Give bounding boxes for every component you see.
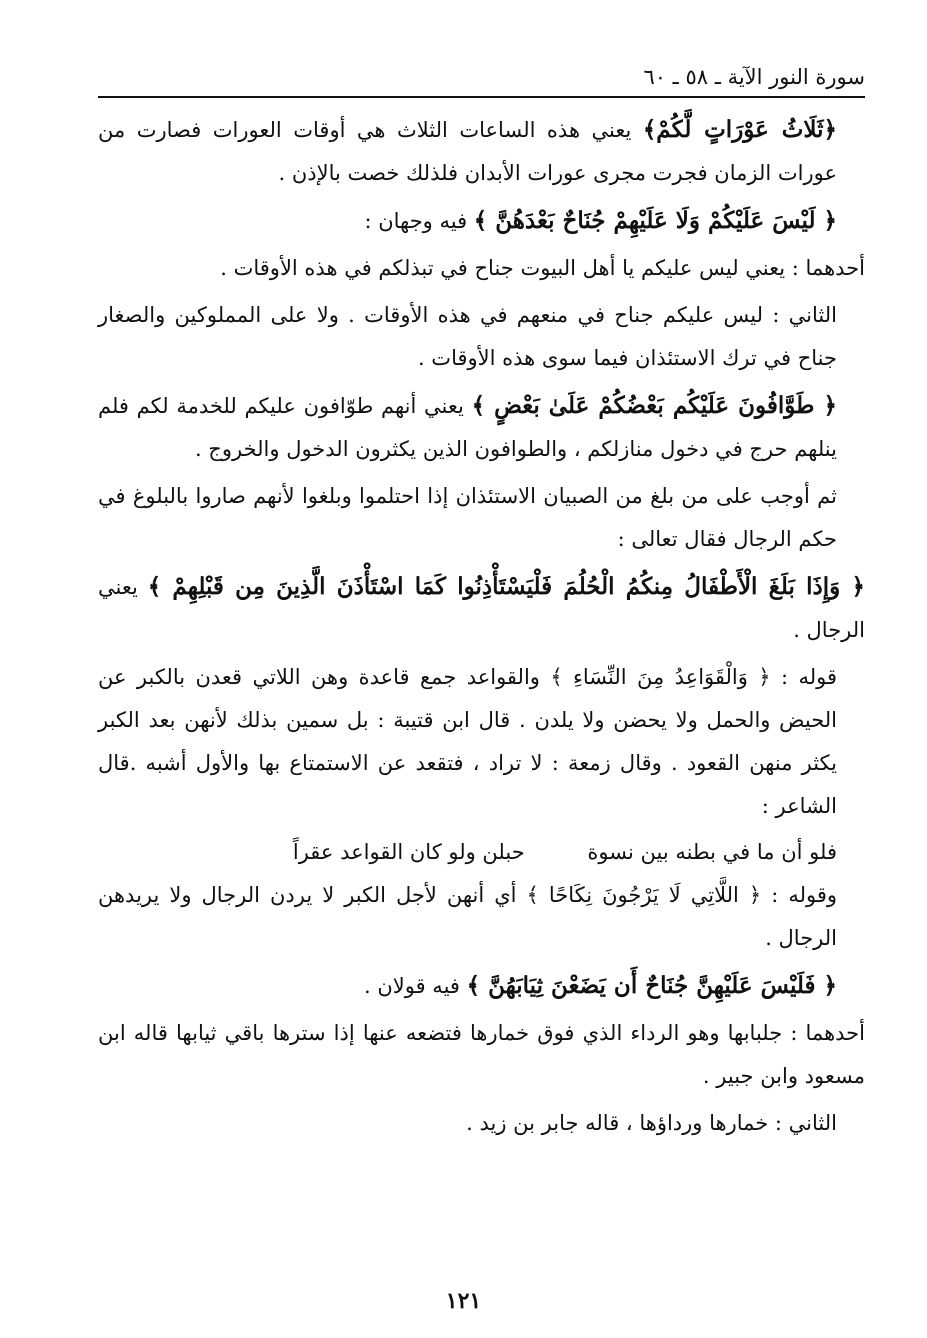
paragraph xyxy=(98,565,865,652)
paragraph-text: وقوله : ﴿ اللَّاتِي لَا يَرْجُونَ نِكَاحًا ﴾ أي أنهن لأجل الكبر لا يردن الرجال ولا يريدهن الرجال . xyxy=(98,883,837,950)
page-number: ١٢١ xyxy=(445,1288,482,1314)
paragraph xyxy=(98,247,865,290)
poem-verse xyxy=(98,832,865,872)
paragraph xyxy=(98,1012,865,1098)
paragraph-text: قوله : ﴿ وَالْقَوَاعِدُ مِنَ النِّسَاءِ ﴾ والقواعد جمع قاعدة وهن اللاتي قعدن بالكبر عن الحيض والحمل ولا يحضن ولا يلدن . قال ابن قتيبة : بل سمين بذلك لأنهن بعد الكبر يكثر منهن القعود . وقال زمعة : لا تراد ، فتقعد عن الاستمتاع بها والأول أشبه .قال الشاعر : xyxy=(98,665,837,818)
header-rule xyxy=(98,96,865,98)
paragraph xyxy=(98,1102,865,1145)
paragraph xyxy=(98,964,865,1008)
running-header: سورة النور الآية ـ ٥٨ ـ ٦٠ xyxy=(643,65,865,89)
poem-hemistich-2: حبلن ولو كان القواعد عقراً xyxy=(292,840,525,864)
quran-quote: ﴿ لَيْسَ عَلَيْكُمْ وَلَا عَلَيْهِمْ جُنَاحٌ بَعْدَهُنَّ ﴾ xyxy=(473,207,837,234)
quran-quote: ﴿ وَإِذَا بَلَغَ الْأَطْفَالُ مِنكُمُ الْحُلُمَ فَلْيَسْتَأْذِنُوا كَمَا اسْتَأْذَنَ الَّذِينَ مِن قَبْلِهِمْ ﴾ xyxy=(147,573,865,600)
paragraph-text: فيه وجهان : xyxy=(364,209,474,233)
paragraph xyxy=(98,384,865,471)
paragraph xyxy=(98,108,865,195)
quran-quote: ﴿ فَلَيْسَ عَلَيْهِنَّ جُنَاحٌ أَن يَضَعْنَ ثِيَابَهُنَّ ﴾ xyxy=(466,972,837,999)
paragraph xyxy=(98,874,865,960)
paragraph-text: أحدهما : يعني ليس عليكم يا أهل البيوت جناح في تبذلكم في هذه الأوقات . xyxy=(220,256,865,280)
paragraph-text: يعني أنهم طوّافون عليكم للخدمة لكم فلم ينلهم حرج في دخول منازلكم ، والطوافون الذين يكثرون الدخول والخروج . xyxy=(98,394,837,461)
paragraph xyxy=(98,475,865,561)
page-body xyxy=(98,108,865,1149)
quran-quote: ﴿ طَوَّافُونَ عَلَيْكُم بَعْضُكُمْ عَلَىٰ بَعْضٍ ﴾ xyxy=(471,392,837,419)
paragraph xyxy=(98,199,865,243)
paragraph xyxy=(98,656,865,828)
paragraph xyxy=(98,294,865,380)
paragraph-text: الثاني : خمارها ورداؤها ، قاله جابر بن زيد . xyxy=(466,1111,837,1135)
paragraph-text: فيه قولان . xyxy=(364,974,467,998)
paragraph-text: الثاني : ليس عليكم جناح في منعهم في هذه الأوقات . ولا على المملوكين والصغار جناح في ترك الاستئذان فيما سوى هذه الأوقات . xyxy=(98,303,837,370)
poem-hemistich-1: فلو أن ما في بطنه بين نسوة xyxy=(587,840,837,864)
quran-quote: ﴿ثَلَاثُ عَوْرَاتٍ لَّكُمْ﴾ xyxy=(642,116,837,143)
paragraph-text: أحدهما : جلبابها وهو الرداء الذي فوق خمارها فتضعه عنها إذا سترها باقي ثيابها قاله ابن مسعود وابن جبير . xyxy=(98,1021,865,1088)
paragraph-text: يعني الرجال . xyxy=(98,575,865,642)
paragraph-text: يعني هذه الساعات الثلاث هي أوقات العورات فصارت من عورات الزمان فجرت مجرى عورات الأبدان فلذلك خصت بالإذن . xyxy=(98,118,837,185)
paragraph-text: ثم أوجب على من بلغ من الصبيان الاستئذان إذا احتلموا وبلغوا لأنهم صاروا بالبلوغ في حكم الرجال فقال تعالى : xyxy=(98,484,837,551)
